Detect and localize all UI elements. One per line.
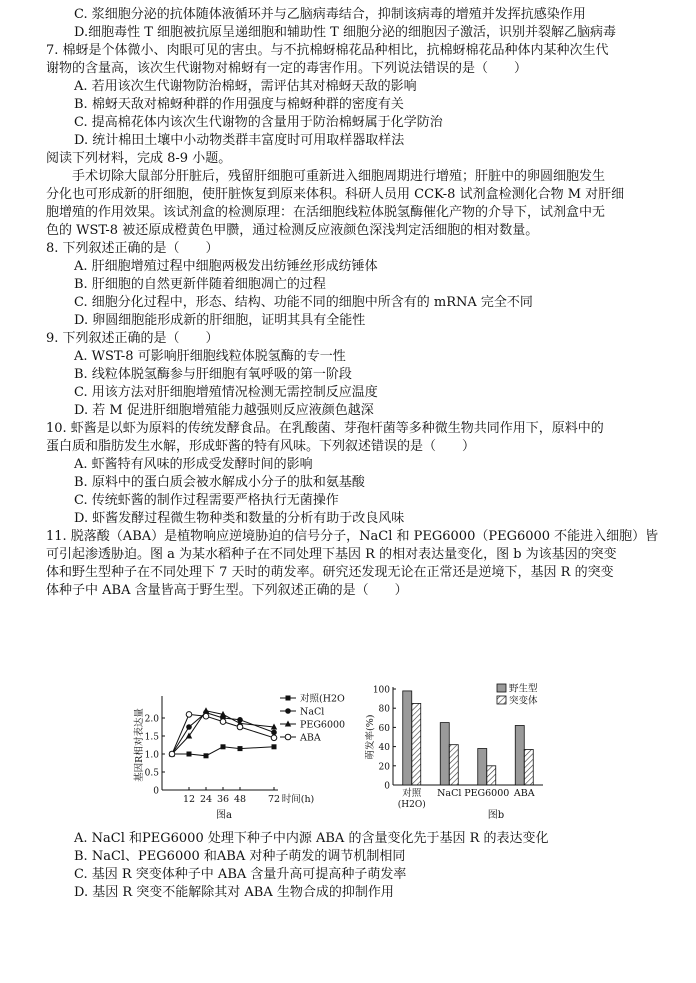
figure-b-title: 图b bbox=[487, 810, 505, 821]
data-point bbox=[203, 707, 209, 713]
series-a-3 bbox=[169, 712, 277, 757]
legend-label: ABA bbox=[300, 732, 321, 744]
y-tick-label-a: 2.0 bbox=[144, 714, 159, 725]
y-tick-label-b: 0 bbox=[384, 781, 390, 792]
legend-marker bbox=[286, 696, 291, 701]
data-point bbox=[187, 752, 192, 757]
legend-marker bbox=[285, 734, 291, 740]
text-line-q7oC: C. 提高棉花体内该次生代谢物的含量用于防治棉蚜属于化学防治 bbox=[74, 115, 443, 130]
legend-label: PEG6000 bbox=[300, 719, 345, 731]
text-line-mat1: 手术切除大鼠部分肝脏后，残留肝细胞可重新进入细胞周期进行增殖；肝脏中的卵圆细胞发生 bbox=[72, 169, 606, 184]
legend-label: 对照(H2O) bbox=[300, 693, 345, 705]
text-line-q10b: 蛋白质和脂肪发生水解，形成虾酱的特有风味。下列叙述错误的是（ ） bbox=[46, 439, 476, 454]
y-axis-label-a: 基因R相对表达量 bbox=[134, 708, 145, 782]
text-line-q11d: 体种子中 ABA 含量皆高于野生型。下列叙述正确的是（ ） bbox=[46, 583, 408, 598]
text-line-q10oC: C. 传统虾酱的制作过程需要严格执行无菌操作 bbox=[74, 493, 339, 508]
text-line-mat2: 分化也可形成新的肝细胞，使肝脏恢复到原来体积。科研人员用 CCK-8 试剂盒检测化合物 M 对肝细 bbox=[46, 187, 625, 202]
x-tick-label-a: 12 bbox=[182, 794, 196, 805]
text-line-q8oC: C. 细胞分化过程中，形态、结构、功能不同的细胞中所含有的 mRNA 完全不同 bbox=[74, 295, 533, 310]
y-tick-label-a: 0 bbox=[153, 786, 159, 797]
bar bbox=[487, 766, 496, 785]
bar bbox=[440, 723, 449, 785]
legend-swatch bbox=[497, 684, 506, 692]
legend-label: NaCl bbox=[300, 706, 325, 718]
category-label-sub: (H2O) bbox=[397, 800, 426, 810]
text-line-q10a: 10. 虾酱是以虾为原料的传统发酵食品。在乳酸菌、芽孢杆菌等多种微生物共同作用下，原料中的 bbox=[46, 421, 604, 436]
legend-label: 突变体 bbox=[509, 695, 538, 707]
bar bbox=[403, 691, 412, 785]
y-tick-label-b: 20 bbox=[378, 762, 390, 773]
bar bbox=[478, 749, 487, 785]
figure-b-chart bbox=[365, 678, 570, 823]
text-line-q9oA: A. WST-8 可影响肝细胞线粒体脱氢酶的专一性 bbox=[74, 349, 346, 364]
legend-marker bbox=[285, 708, 291, 714]
category-label: 对照 bbox=[402, 788, 422, 799]
legend-label: 野生型 bbox=[509, 683, 538, 695]
text-line-q10oA: A. 虾酱特有风味的形成受发酵时间的影响 bbox=[74, 457, 313, 472]
bar bbox=[515, 725, 524, 785]
y-tick-label-a: 1.0 bbox=[144, 750, 159, 761]
y-tick-label-b: 40 bbox=[378, 743, 390, 754]
category-label: ABA bbox=[513, 788, 535, 799]
data-point bbox=[237, 724, 243, 730]
bar bbox=[524, 749, 533, 785]
text-line-q7oD: D. 统计棉田土壤中小动物类群丰富度时可用取样器取样法 bbox=[74, 133, 405, 148]
text-line-q11oA: A. NaCl 和PEG6000 处理下种子中内源 ABA 的含量变化先于基因 R 的表达变化 bbox=[74, 831, 549, 846]
text-line-q11c: 体和野生型种子在不同处理下 7 天时的萌发率。研究还发现无论在正常还是逆境下，基因 R 的突变 bbox=[46, 565, 614, 580]
data-point bbox=[204, 753, 209, 758]
series-a-0 bbox=[170, 744, 277, 758]
text-line-q11b: 可引起渗透胁迫。图 a 为某水稻种子在不同处理下基因 R 的相对表达量变化，图 b 为该基因的突变 bbox=[46, 547, 617, 562]
text-line-q9: 9. 下列叙述正确的是（ ） bbox=[46, 331, 219, 346]
data-point bbox=[220, 719, 226, 725]
y-tick-label-b: 100 bbox=[372, 685, 390, 696]
y-axis-label-b: 萌发率(%) bbox=[365, 714, 376, 760]
text-line-q11oD: D. 基因 R 突变不能解除其对 ABA 生物合成的抑制作用 bbox=[74, 885, 394, 900]
text-line-q9oB: B. 线粒体脱氢酶参与肝细胞有氧呼吸的第一阶段 bbox=[74, 367, 352, 382]
bar bbox=[412, 703, 421, 785]
text-line-q11a: 11. 脱落酸（ABA）是植物响应逆境胁迫的信号分子，NaCl 和 PEG6000（PEG6000 不能进入细胞）皆 bbox=[46, 529, 659, 544]
figure-area bbox=[130, 678, 570, 823]
text-line-q10oB: B. 原料中的蛋白质会被水解成小分子的肽和氨基酸 bbox=[74, 475, 365, 490]
x-tick-label-a: 72 bbox=[267, 794, 281, 805]
text-line-mat3: 胞增殖的作用效果。该试剂盒的检测原理：在活细胞线粒体脱氢酶催化产物的介导下，试剂盒中无 bbox=[46, 205, 606, 220]
y-tick-label-a: 0.5 bbox=[144, 768, 159, 779]
text-line-q8oA: A. 肝细胞增殖过程中细胞两极发出纺锤丝形成纺锤体 bbox=[74, 259, 378, 274]
x-tick-label-a: 36 bbox=[216, 794, 230, 805]
text-line-q8: 8. 下列叙述正确的是（ ） bbox=[46, 241, 219, 256]
data-point bbox=[186, 724, 192, 730]
text-line-read: 阅读下列材料，完成 8-9 小题。 bbox=[46, 151, 232, 166]
text-line-q11oB: B. NaCl、PEG6000 和ABA 对种子萌发的调节机制相同 bbox=[74, 849, 406, 864]
x-axis-label-a: 时间(h) bbox=[281, 794, 315, 805]
data-point bbox=[272, 744, 277, 749]
data-point bbox=[186, 712, 192, 718]
bar bbox=[449, 745, 458, 785]
y-tick-label-a: 1.5 bbox=[144, 732, 159, 743]
data-point bbox=[271, 735, 277, 741]
text-line-q8oD: D. 卵圆细胞能形成新的肝细胞，证明其具有全能性 bbox=[74, 313, 366, 328]
text-line-q7b: 谢物的含量高，该次生代谢物对棉蚜有一定的毒害作用。下列说法错误的是（ ） bbox=[46, 61, 528, 76]
text-line-q9oD: D. 若 M 促进肝细胞增殖能力越强则反应液颜色越深 bbox=[74, 403, 374, 418]
x-tick-label-a: 24 bbox=[199, 794, 213, 805]
text-line-q8oB: B. 肝细胞的自然更新伴随着细胞凋亡的过程 bbox=[74, 277, 326, 292]
category-label: NaCl bbox=[437, 788, 462, 799]
data-point bbox=[271, 730, 277, 736]
x-tick-label-a: 48 bbox=[233, 794, 247, 805]
data-point bbox=[203, 713, 209, 719]
legend-swatch bbox=[497, 696, 506, 704]
text-line-q10oD: D. 虾酱发酵过程微生物种类和数量的分析有助于改良风味 bbox=[74, 511, 405, 526]
text-line-q7oB: B. 棉蚜天敌对棉蚜种群的作用强度与棉蚜种群的密度有关 bbox=[74, 97, 404, 112]
data-point bbox=[238, 746, 243, 751]
text-line-q7oA: A. 若用该次生代谢物防治棉蚜，需评估其对棉蚜天敌的影响 bbox=[74, 79, 417, 94]
category-label: PEG6000 bbox=[464, 788, 510, 799]
text-line-q6d: D.细胞毒性 T 细胞被抗原呈递细胞和辅助性 T 细胞分泌的细胞因子激活，识别并裂解乙脑病毒 bbox=[74, 25, 616, 40]
data-point bbox=[169, 751, 175, 757]
y-tick-label-b: 60 bbox=[378, 723, 390, 734]
data-point bbox=[221, 744, 226, 749]
text-line-q11oC: C. 基因 R 突变体种子中 ABA 含量升高可提高种子萌发率 bbox=[74, 867, 407, 882]
text-line-q7a: 7. 棉蚜是个体微小、肉眼可见的害虫。与不抗棉蚜棉花品种相比，抗棉蚜棉花品种体内某种次生代 bbox=[46, 43, 609, 58]
text-line-mat4: 色的 WST-8 被还原成橙黄色甲臜，通过检测反应液颜色深浅判定活细胞的相对数量。 bbox=[46, 223, 539, 238]
text-line-q9oC: C. 用该方法对肝细胞增殖情况检测无需控制反应温度 bbox=[74, 385, 378, 400]
text-line-q6c: C. 浆细胞分泌的抗体随体液循环并与乙脑病毒结合，抑制该病毒的增殖并发挥抗感染作用 bbox=[74, 7, 586, 22]
y-tick-label-b: 80 bbox=[378, 704, 390, 715]
figure-a-title: 图a bbox=[216, 810, 232, 821]
figure-a-chart bbox=[130, 678, 345, 823]
